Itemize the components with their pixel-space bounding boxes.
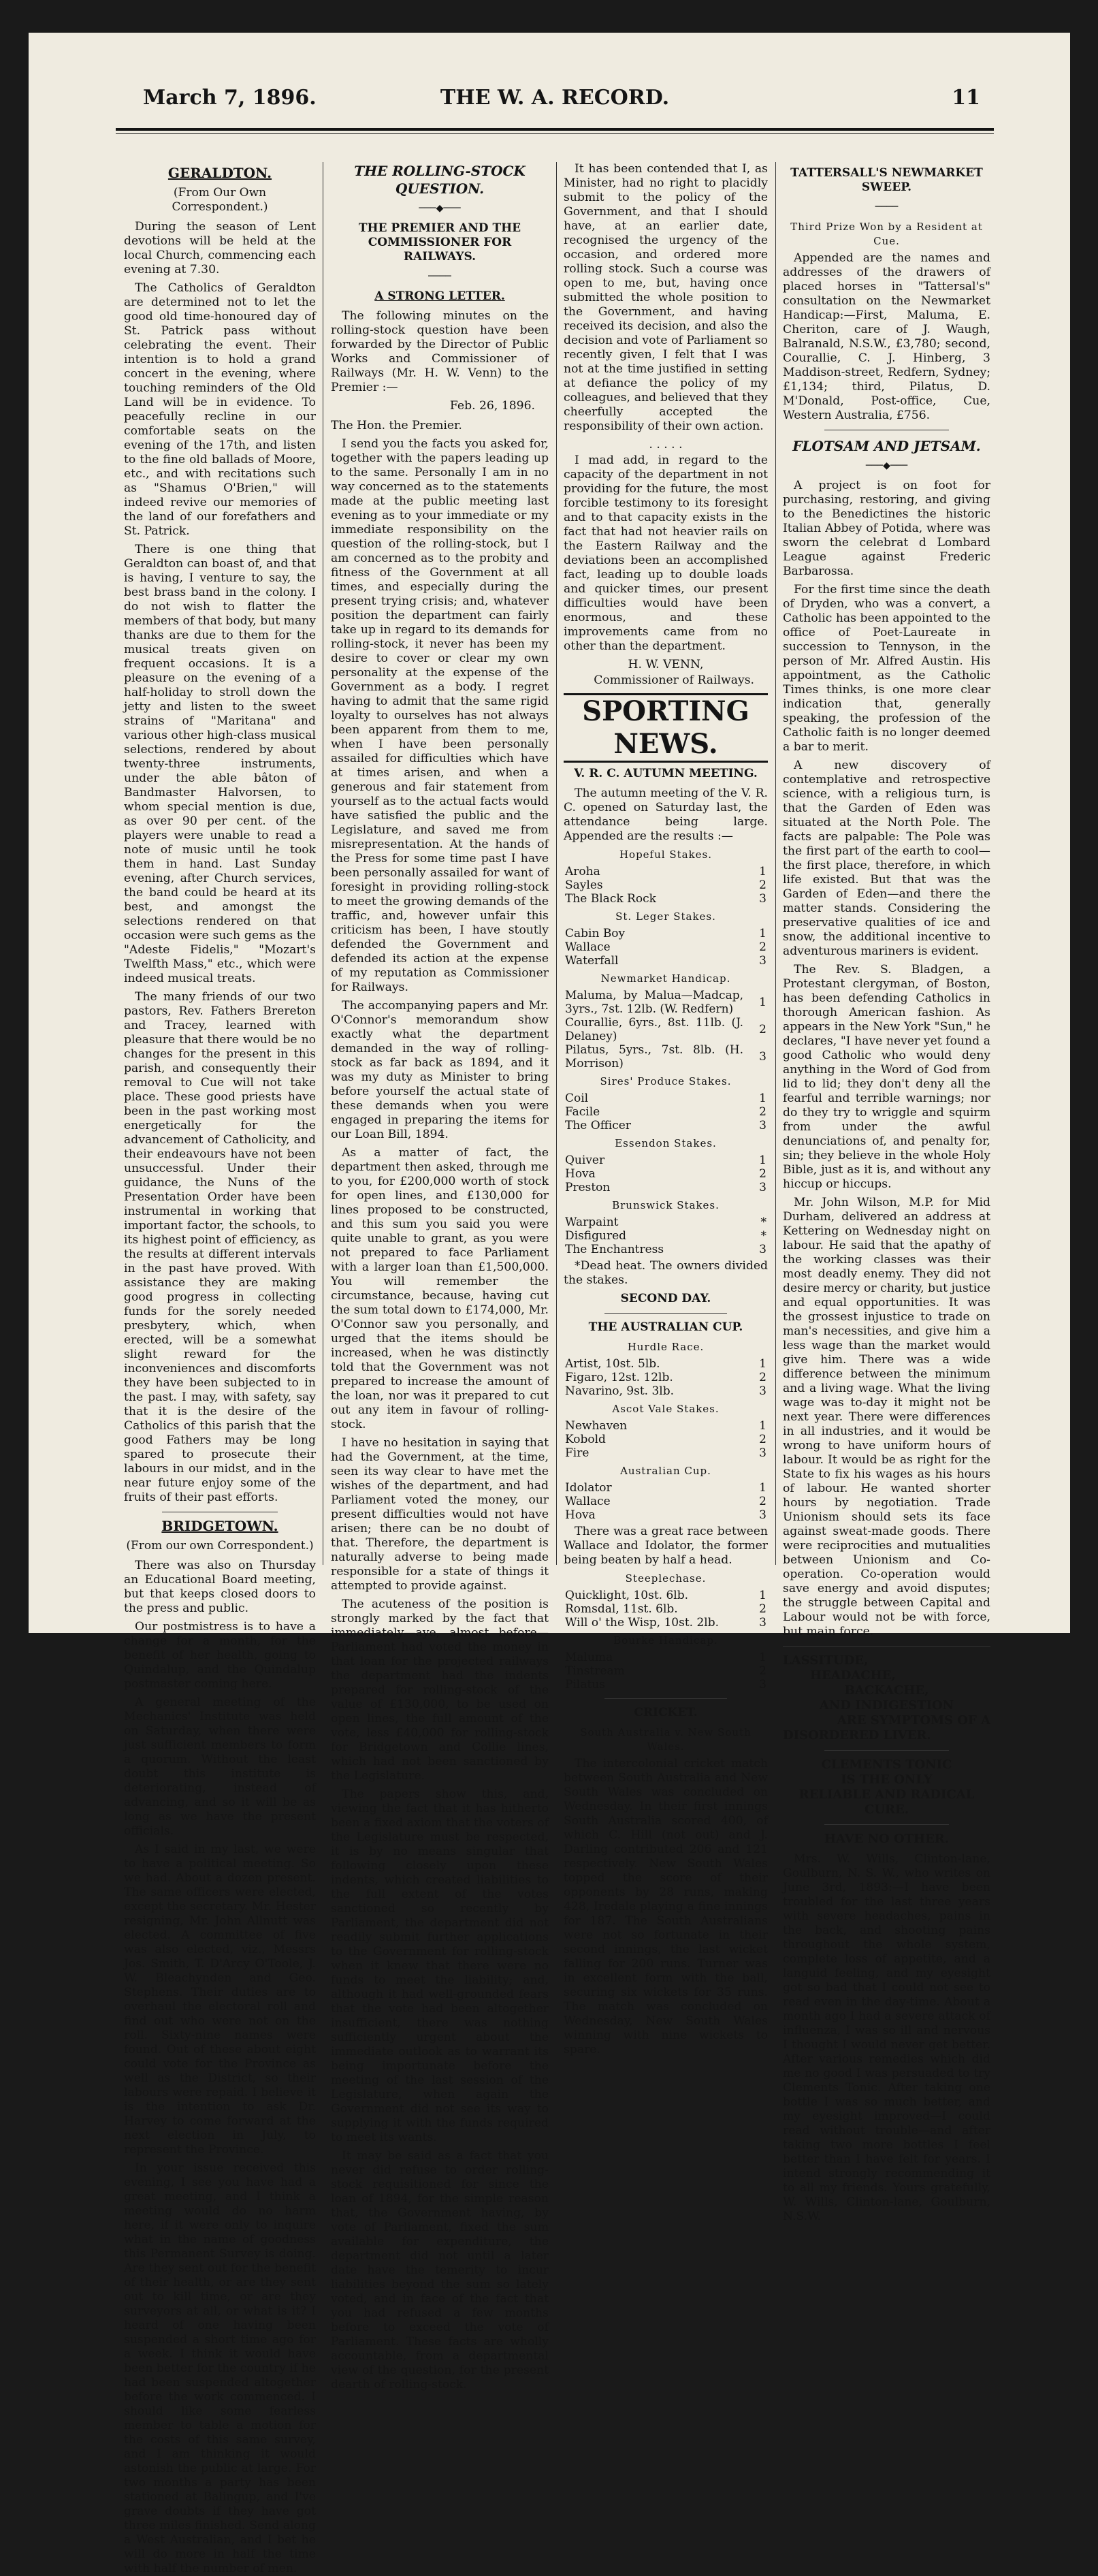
article-heading: V. R. C. AUTUMN MEETING. (574, 767, 758, 780)
placing: 2 (759, 1023, 766, 1036)
placing: 3 (759, 1050, 766, 1064)
placing: 3 (759, 892, 766, 906)
paragraph: There was a great race between Wallace and Idolator, the former being beaten by half a head. (564, 1525, 768, 1567)
paragraph: The following minutes on the rolling-stock question have been forwarded by the Director of Public Works and Commissioner of Railways (Mr. H. W. Venn) to the Premier :— (331, 309, 549, 394)
paragraph: I mad add, in regard to the capacity of the department in not providing for the future, the most forcible testimony to its foresight and to that capacity exists in the fact that had not heavier rails on the Eastern Railway and the deviations been an accomplished fact, leading up to double loads and quicker times, our present difficulties would have been enormous, and these improvements came from no other than the department. (564, 454, 768, 653)
paragraph: In your issue received this evening, I see you have had a great meeting, and I think a meeting would do no harm here, if it were only to inquire what in the name of goodness this Permanent Survey is doing. Are they sent out for the benefit of their health, or are they sent out to kill time, or are they surveyors at all, or what is it? I heard of one having been suspended a short time ago for a week. I think it would have been better for the country if he had been suspended altogether before the work commenced. I should like some fearless member to table a motion for the costs of this same survey, and I am thinking it would astonish the public at large. For two months a party has been stationed at Balingup, and I've grave doubts if they have got three miles finished. Send along a West Australian, and I bet he will do more in half the time with half the number of men. (124, 2161, 316, 2575)
placing: 2 (759, 1495, 766, 1508)
race-row (564, 1495, 768, 1508)
column-divider (556, 162, 557, 1565)
column-2 (331, 162, 549, 2391)
masthead (116, 86, 994, 113)
horse-name: Artist, 10st. 5lb. (565, 1357, 660, 1371)
article-subheading: A STRONG LETTER. (374, 289, 505, 303)
ornament-divider: ───◆─── (419, 203, 461, 214)
placing: 1 (759, 1357, 766, 1371)
ad-line: HEADACHE, (810, 1668, 896, 1683)
paragraph: I have no hesitation in saying that had the Government, at the time, seen its way clear to have met the wishes of the department, and had Parliament voted the money, our present difficulties would not have arisen; there can be no doubt of that. Therefore, the department is naturally adverse to being made responsible for a state of things it attempted to provide against. (331, 1436, 549, 1593)
horse-name: Hova (565, 1508, 596, 1522)
race-row (564, 1371, 768, 1384)
placing: 2 (759, 1167, 766, 1181)
paragraph: There was also on Thursday an Educational Board meeting, but that keeps closed doors to the press and public. (124, 1559, 316, 1615)
race-row (564, 865, 768, 878)
horse-name: Hova (565, 1167, 596, 1181)
placing: 1 (759, 1092, 766, 1105)
race-name: Ascot Vale Stakes. (612, 1403, 720, 1415)
race-row (564, 989, 768, 1016)
race-table (564, 1481, 768, 1522)
placing: 1 (759, 1589, 766, 1602)
paragraph: I send you the facts you asked for, together with the papers leading up to the same. Personally I am in no way concerned as to the statements made at the public meeting last evening as to your immediate or my immediate responsibility on the question of the rolling-stock, but I am concerned as to the probity and fitness of the Government at all times, and especially during the present trying crisis; and, whatever position the department can fairly take up in regard to its demands for rolling-stock, it never has been my desire to cover or clear my own personality at the expense of the Government as a body. I regret having to admit that the same rigid loyalty to ourselves has not always been apparent from them to me, when I have been personally assailed for difficulties which have at times arisen, and when a generous and fair statement from yourself as to the actual facts would have satisfied the public and the Legislature, and saved me from misrepresentation. At the hands of the Press for some time past I have been personally assailed for want of foresight in providing rolling-stock to meet the growing demands of the traffic, and, however unfair this criticism has been, I have stoutly defended the Government and defended its action at the expense of my reputation as Commissioner for Railways. (331, 437, 549, 994)
ornament-divider: ───◆─── (865, 460, 908, 471)
horse-name: Waterfall (565, 954, 619, 968)
race-row (564, 1446, 768, 1460)
race-table (564, 927, 768, 968)
paragraph: A new discovery of contemplative and retrospective science, with a religious turn, is that the Garden of Eden was situated at the North Pole. The facts are palpable: The Pole was the first part of the earth to cool—the first place, therefore, in which life existed. But that was the Garden of Eden—and there the matter stands. Considering the preservative qualities of ice and snow, the additional incentive to adventurous mariners is evident. (783, 759, 990, 958)
horse-name: Pilatus (565, 1678, 605, 1691)
paragraph: The papers show this, and, viewing the fact that it has hitherto been a fixed axiom that the voters of the Legislature must be respected, it is by no means singular that following closely upon these indents, which created liabilities to the full extent of the votes sanctioned so recently by Parliament, the department did not readily submit further applications to the Government for rolling-stock when it knew that there were no funds to meet the liability; and, although it had well-grounded fears that the vote had been altogether insufficient, there was nothing sufficiently urgent about the immediate outlook as to warrant its being importunate before the meeting of the last session of the Legislature, when again the Government did not see its way to supplying it with the funds required to meet its wants. (331, 1787, 549, 2144)
ad-line: DISORDERED LIVER. (783, 1728, 931, 1743)
placing: * (760, 1215, 766, 1229)
race-table (564, 1589, 768, 1629)
race-name: Hopeful Stakes. (619, 848, 713, 861)
race-row (564, 1616, 768, 1629)
byline: (From our own Correspondent.) (126, 1539, 314, 1553)
article-subheading: Third Prize Won by a Resident at Cue. (790, 221, 983, 247)
race-row (564, 1181, 768, 1194)
race-row (564, 927, 768, 940)
divider (604, 1313, 727, 1314)
placing: 3 (759, 1508, 766, 1522)
paragraph: A project is on foot for purchasing, restoring, and giving to the Benedictines the historic Italian Abbey of Potida, where was sworn the celebrat d Lombard League against Frederic Barbarossa. (783, 479, 990, 578)
column-divider (775, 162, 776, 1565)
horse-name: Facile (565, 1105, 600, 1119)
horse-name: Romsdal, 11st. 6lb. (565, 1602, 678, 1616)
race-row (564, 892, 768, 906)
race-name: St. Leger Stakes. (615, 910, 716, 923)
masthead-rule-thin (116, 133, 994, 134)
placing: 3 (759, 1616, 766, 1629)
article-heading: BRIDGETOWN. (161, 1518, 278, 1534)
divider (824, 1750, 949, 1751)
horse-name: Courallie, 6yrs., 8st. 11lb. (J. Delaney) (565, 1016, 743, 1043)
placing: 3 (759, 1678, 766, 1691)
ellipsis-break: . . . . . (649, 438, 683, 451)
note: *Dead heat. The owners divided the stakes. (564, 1259, 768, 1287)
divider (604, 1698, 727, 1699)
horse-name: The Officer (565, 1119, 631, 1132)
issue-date: March 7, 1896. (143, 86, 317, 110)
race-results (564, 1572, 768, 1691)
horse-name: Sayles (565, 878, 603, 892)
race-row (564, 1589, 768, 1602)
ad-line: BACKACHE, (844, 1683, 929, 1698)
placing: 1 (759, 865, 766, 878)
placing: 3 (759, 1181, 766, 1194)
placing: 3 (759, 1243, 766, 1256)
paragraph: As I said in my last, we were to have a political meeting. So we had. About a dozen present. The same officers were elected, except the secretary. Mr. Hester resigning, Mr. John Allnutt was elected. A committee of five was also elected, viz., Messrs Jos. Smith, T. D'Arcy O'Toole, J. W. Bleachynden and Geo. Stephens. Their duties are to overhaul the electoral roll and find out who were not on the roll. Sixty-nine names were found. Out of these about eight could vote for the Province as well as the District, so their labours were repaid. I believe it is the intention to ask Dr. Harvey to come forward at the next election in July, to represent the Province. (124, 1843, 316, 2157)
ad-line: CLEMENTS TONIC (821, 1758, 952, 1772)
race-name: Hurdle Race. (627, 1341, 705, 1353)
page-number: 11 (952, 86, 980, 110)
placing: 3 (759, 954, 766, 968)
race-name: Essendon Stakes. (615, 1137, 717, 1149)
placing: 1 (759, 1154, 766, 1167)
paragraph: A general meeting of the Mechanics' Institute was held on Saturday, when there were just sufficient members to form a quorum. Without the least doubt this institute is deteriorating, instead of advancing, and so it will be as long as we have the present officials. (124, 1696, 316, 1838)
ad-line: IS THE ONLY (841, 1772, 933, 1787)
letter-date: Feb. 26, 1896. (449, 399, 535, 413)
paragraph: The acuteness of the position is strongly marked by the fact that immediately—aye, almost before—Parliament had voted the money in that loan for the projected railways the department had the indents prepared for rolling-stock of the value of £130,000, to be used on open lines, the full amount of the vote, less £40,000 for rolling-stock for Bridgetown and Collie lines, which had not been sanctioned by the Legislature. (331, 1597, 549, 1783)
paragraph: The autumn meeting of the V. R. C. opened on Saturday last, the attendance being large. Appended are the results :— (564, 786, 768, 843)
placing: 2 (759, 1664, 766, 1678)
horse-name: Preston (565, 1181, 611, 1194)
race-row (564, 1602, 768, 1616)
race-row (564, 1651, 768, 1664)
paragraph: The Catholics of Geraldton are determined not to let the good old time-honoured day of St. Patrick pass without celebrating the event. Their intention is to hold a grand concert in the evening, where touching reminders of the Old Land will be in evidence. To peacefully recline in our comfortable seats on the evening of the 17th, and listen to the fine old ballads of Moore, etc., and with recitations such as "Shamus O'Brien," will indeed revive our memories of the land of our forefathers and St. Patrick. (124, 281, 316, 538)
paragraph: Mr. John Wilson, M.P. for Mid Durham, delivered an address at Kettering on Wednesday night on labour. He said that the apathy of the working classes was their most deadly enemy. They did not desire mercy or charity, but justice and equal opportunities. It was the grossest injustice to trade on man's necessities, and give him a less wage than the market would give him. There was a wide difference between the minimum and a living wage. What the living wage was to-day it might not be next year. There were differences in all industries, and it would be wrong to have uniform hours of labour. It would be as right for the State to fix his wages as his hours of labour. He wanted shorter hours by negotiation. Trade Unionism should sets its face against sweat-made goods. There were reciprocities and mutualities between Unionism and Co-operation. Co-operation would save energy and avoid disputes; the struggle between Capital and Labour would not be with force, but main force. (783, 1196, 990, 1638)
race-row (564, 1092, 768, 1105)
ad-line: LASSITUDE, (783, 1653, 869, 1668)
race-row (564, 1243, 768, 1256)
placing: * (760, 1229, 766, 1243)
placing: 2 (759, 878, 766, 892)
race-row (564, 1105, 768, 1119)
paragraph: For the first time since the death of Dryden, who was a convert, a Catholic has been appointed to the office of Poet-Laureate in succession to Tennyson, in the person of Mr. Alfred Austin. His appointment, as the Catholic Times thinks, is one more clear indication that, generally speaking, the profession of the Catholic faith is no longer deemed a bar to merit. (783, 583, 990, 754)
letter-salutation: The Hon. the Premier. (331, 419, 462, 432)
race-table (564, 1154, 768, 1194)
horse-name: Idolator (565, 1481, 612, 1495)
article-subheading: THE PREMIER AND THE COMMISSIONER FOR RAILWAYS. (358, 221, 521, 264)
race-row (564, 1229, 768, 1243)
paragraph: The many friends of our two pastors, Rev. Fathers Brereton and Tracey, learned with pleasure that there would be no changes for the present in this parish, and consequently their removal to Cue will not take place. These good priests have been in the past working most energetically for the advancement of Catholicity, and their endeavours have not been unsuccessful. Under their guidance, the Nuns of the Presentation Order have been instrumental in working that important factor, the schools, to its highest point of efficiency, as the results at different intervals in the past have proved. With assistance they are making good progress in collecting funds for the sorely needed presbytery, which, when erected, will be a somewhat slight reward for the inconveniences and discomforts they have been subjected to in the past. I may, with safety, say that it is the desire of the Catholics of this parish that the good Fathers may be long spared to prosecute their labours in our midst, and in the near future enjoy some of the fruits of their past efforts. (124, 990, 316, 1504)
race-row (564, 1433, 768, 1446)
race-name: Brunswick Stakes. (612, 1199, 720, 1211)
horse-name: Will o' the Wisp, 10st. 2lb. (565, 1616, 720, 1629)
masthead-rule (116, 128, 994, 131)
section-heading: SPORTING NEWS. (564, 693, 768, 763)
race-table (564, 865, 768, 906)
paragraph: As a matter of fact, the department then asked, through me to you, for £200,000 worth of stock for open lines, and £130,000 for lines proposed to be constructed, and this sum you said you were quite unable to grant, as you were not prepared to face Parliament with a larger loan than £1,500,000. You will remember the circumstance, because, having cut the sum total down to £174,000, Mr. O'Connor saw you personally, and urged that the items should be increased, when he was distinctly told that the Government was not prepared to increase the amount of the loan, nor was it prepared to cut out any item in favour of rolling-stock. (331, 1146, 549, 1431)
placing: 3 (759, 1384, 766, 1398)
placing: 3 (759, 1446, 766, 1460)
column-4 (783, 162, 990, 2223)
horse-name: Pilatus, 5yrs., 7st. 8lb. (H. Morrison) (565, 1043, 743, 1070)
paragraph: There is one thing that Geraldton can boast of, and that is having, I venture to say, the best brass band in the colony. I do not wish to flatter the members of that body, but many thanks are due to them for the musical treats given on frequent occasions. It is a pleasure on the evening of a half-holiday to stroll down the jetty and listen to the sweet strains of "Maritana" and various other high-class musical selections, rendered by about twenty-three instruments, under the able bâton of Bandmaster Halvorsen, to whom special mention is due, as over 90 per cent. of the players were unable to read a note of music until he took them in hand. Last Sunday evening, after Church services, the band could be heard at its best, and amongst the selections rendered on that occasion were such gems as the "Adeste Fidelis," "Mozart's Twelfth Mass," etc., which were indeed musical treats. (124, 543, 316, 985)
ornament-divider: ──── (875, 202, 899, 212)
ornament-divider: ──── (428, 271, 451, 282)
race-row (564, 1357, 768, 1371)
race-name: Sires' Produce Stakes. (600, 1075, 732, 1087)
race-name: Steeplechase. (625, 1572, 707, 1585)
article-heading: THE AUSTRALIAN CUP. (588, 1320, 743, 1334)
horse-name: Aroha (565, 865, 600, 878)
paragraph: Appended are the names and addresses of the drawers of placed horses in "Tattersal's" consultation on the Newmarket Handicap:—First, Maluma, E. Cheriton, care of J. Waugh, Balranald, N.S.W., £3,780; second, Courallie, C. J. Hinberg, 3 Maddison-street, Redfern, Sydney; £1,134; third, Pilatus, D. M'Donald, Post-office, Cue, Western Australia, £756. (783, 251, 990, 422)
horse-name: Maluma (565, 1651, 613, 1664)
article-heading: THE ROLLING-STOCK QUESTION. (354, 163, 526, 197)
horse-name: Navarino, 9st. 3lb. (565, 1384, 675, 1398)
race-row (564, 1043, 768, 1070)
race-row (564, 1419, 768, 1433)
advertisement (783, 1758, 990, 1817)
race-table (564, 1092, 768, 1132)
placing: 1 (759, 996, 766, 1009)
placing: 2 (759, 1433, 766, 1446)
ad-line: ARE SYMPTOMS OF A (837, 1713, 990, 1728)
paragraph: The accompanying papers and Mr. O'Connor's memorandum show exactly what the department demanded in the way of rolling-stock as far back as 1894, and it was my duty as Minister to bring before yourself the actual state of these demands when you were engaged in preparing the items for our Loan Bill, 1894. (331, 999, 549, 1141)
horse-name: Quicklight, 10st. 6lb. (565, 1589, 689, 1602)
paragraph: It may be said as a fact that you never did refuse to order rolling-stock requisitioned for since the loan of 1894, for the simple reason that, the Government having, by vote of Parliament, fixed the sum available for expenditure, the department did not until a later date have the temerity to incur liabilities beyond the sum so lately voted, and in face of the fact that you had refused a few months before to exceed the vote of Parliament. These facts are wholly accountable, from a departmental view of the question, for the present dearth of rolling-stock. (331, 2149, 549, 2391)
horse-name: The Black Rock (565, 892, 656, 906)
horse-name: Wallace (565, 940, 611, 954)
race-row (564, 954, 768, 968)
race-name: Newmarket Handicap. (600, 972, 731, 985)
advertisement (783, 1653, 990, 1743)
race-table (564, 1215, 768, 1256)
byline: (From Our Own Correspondent.) (172, 186, 268, 214)
horse-name: Kobold (565, 1433, 606, 1446)
article-heading: FLOTSAM AND JETSAM. (792, 438, 981, 454)
race-table (564, 989, 768, 1070)
placing: 3 (759, 1119, 766, 1132)
article-heading: GERALDTON. (167, 165, 272, 181)
signature-title: Commissioner of Railways. (594, 673, 754, 687)
horse-name: Disfigured (565, 1229, 627, 1243)
paragraph: The intercolonial cricket match between South Australia and New South Wales was concluded on Wednesday. In their first innings South Australia scored 400, of which C. Hill (not out) and J. Darling contributed 206 and 121 respectively. New South Wales topped the score of their opponents by 28 runs, making 428, Iredale playing a fine innings for 187. The South Australians were not so fortunate in their second innings, the last wicket falling for 200 runs. Turner was in excellent form with the ball, securing six wickets for 35 runs. The match was concluded on Wednesday, New South Wales winning with nine wickets to spare. (564, 1757, 768, 2056)
paper-title: THE W. A. RECORD. (440, 86, 670, 110)
ad-line: HAVE NO OTHER. (824, 1832, 950, 1846)
race-name: Bourke Handicap. (613, 1634, 718, 1647)
race-table (564, 1651, 768, 1691)
horse-name: Wallace (565, 1495, 611, 1508)
article-subheading: South Australia v. New South Wales. (580, 1726, 752, 1753)
paragraph: Our postmistress is to have a change for a month, for the benefit of her health, going to Quindalup, and the Quindalup postmaster coming here. (124, 1620, 316, 1691)
race-table (564, 1419, 768, 1460)
placing: 2 (759, 1371, 766, 1384)
ad-line: AND INDIGESTION (819, 1698, 954, 1713)
article-heading: TATTERSALL'S NEWMARKET SWEEP. (790, 166, 983, 194)
newspaper-page (29, 33, 1070, 2575)
placing: 1 (759, 1419, 766, 1433)
horse-name: Warpaint (565, 1215, 619, 1229)
paragraph: During the season of Lent devotions will be held at the local Church, commencing each evening at 7.30. (124, 220, 316, 276)
placing: 1 (759, 1481, 766, 1495)
ad-line: RELIABLE AND RADICAL CURE. (798, 1787, 975, 1817)
divider (783, 1646, 990, 1647)
race-row (564, 1481, 768, 1495)
horse-name: Cabin Boy (565, 927, 626, 940)
horse-name: Newhaven (565, 1419, 628, 1433)
race-results (564, 848, 768, 1256)
paragraph: The Rev. S. Bladgen, a Protestant clergyman, of Boston, has been defending Catholics in thorough American fashion. As appears in the New York "Sun," he declares, "I have never yet found a good Catholic who would deny anything in the Word of God from lid to lid; they don't deny all the fearful and terrible warnings; nor do they try to wriggle and squirm from under the awful denunciations of, and penalty for, sin; they believe in the whole Holy Bible, just as it is, and without any hiccup or hiccups. (783, 963, 990, 1191)
horse-name: Maluma, by Malua—Madcap, 3yrs., 7st. 12lb. (W. Redfern) (565, 989, 743, 1016)
race-row (564, 1016, 768, 1043)
horse-name: Tinstream (565, 1664, 625, 1678)
divider (824, 1824, 949, 1825)
placing: 2 (759, 1105, 766, 1119)
placing: 2 (759, 940, 766, 954)
race-row (564, 1215, 768, 1229)
horse-name: Quiver (565, 1154, 605, 1167)
race-row (564, 1154, 768, 1167)
race-row (564, 1664, 768, 1678)
testimonial: Mrs. W. Wills, Clinton-lane, Goulburn, N. S. W., who writes on June 3rd, 1893:—I have been troubled for the last three years with severe headaches, pains in the back, and shooting pains throughout the whole system, complete loss of appetite, and a languid feeling, and my eyesight got so bad that I could not see to read even in the day-time. About a month ago I had a severe attack of influenza, I was so ill and nervous I thought I would never get better. After various remedies which did me no good I was persuaded to try Clements Tonic. After taking one bottle I was so much better, and my eyesight improved—I could read without trouble—and after taking two more bottles I feel better than I have felt for years. I intend strongly recommending it to all my friends. Yours gratefully, W. Wills, Clinton-lane, Goulburn, N.S.W. (783, 1852, 990, 2223)
race-row (564, 1508, 768, 1522)
race-row (564, 1384, 768, 1398)
signature: H. W. VENN, (628, 658, 704, 671)
race-row (564, 1678, 768, 1691)
horse-name: Fire (565, 1446, 590, 1460)
race-table (564, 1357, 768, 1398)
race-results (564, 1340, 768, 1522)
horse-name: Coil (565, 1092, 589, 1105)
article-heading: CRICKET. (634, 1706, 698, 1719)
paragraph: It has been contended that I, as Minister, had no right to placidly submit to the policy of the Government, and that I should have, at an earlier date, recognised the urgency of the occasion, and ordered more rolling stock. Such a course was open to me, but, having once submitted the whole position to the Government, and having received its decision, and also the decision and vote of Parliament so recently given, I felt that I was not at the time justified in setting at defiance the policy of my colleagues, and believed that they cheerfully accepted the responsibility of their own action. (564, 162, 768, 433)
race-row (564, 1119, 768, 1132)
race-row (564, 940, 768, 954)
horse-name: The Enchantress (565, 1243, 664, 1256)
placing: 1 (759, 1651, 766, 1664)
horse-name: Figaro, 12st. 12lb. (565, 1371, 673, 1384)
race-row (564, 878, 768, 892)
day-heading: SECOND DAY. (620, 1292, 711, 1305)
race-row (564, 1167, 768, 1181)
placing: 1 (759, 927, 766, 940)
column-3 (564, 162, 768, 2056)
placing: 2 (759, 1602, 766, 1616)
race-name: Australian Cup. (620, 1465, 711, 1477)
column-1 (124, 162, 316, 2575)
